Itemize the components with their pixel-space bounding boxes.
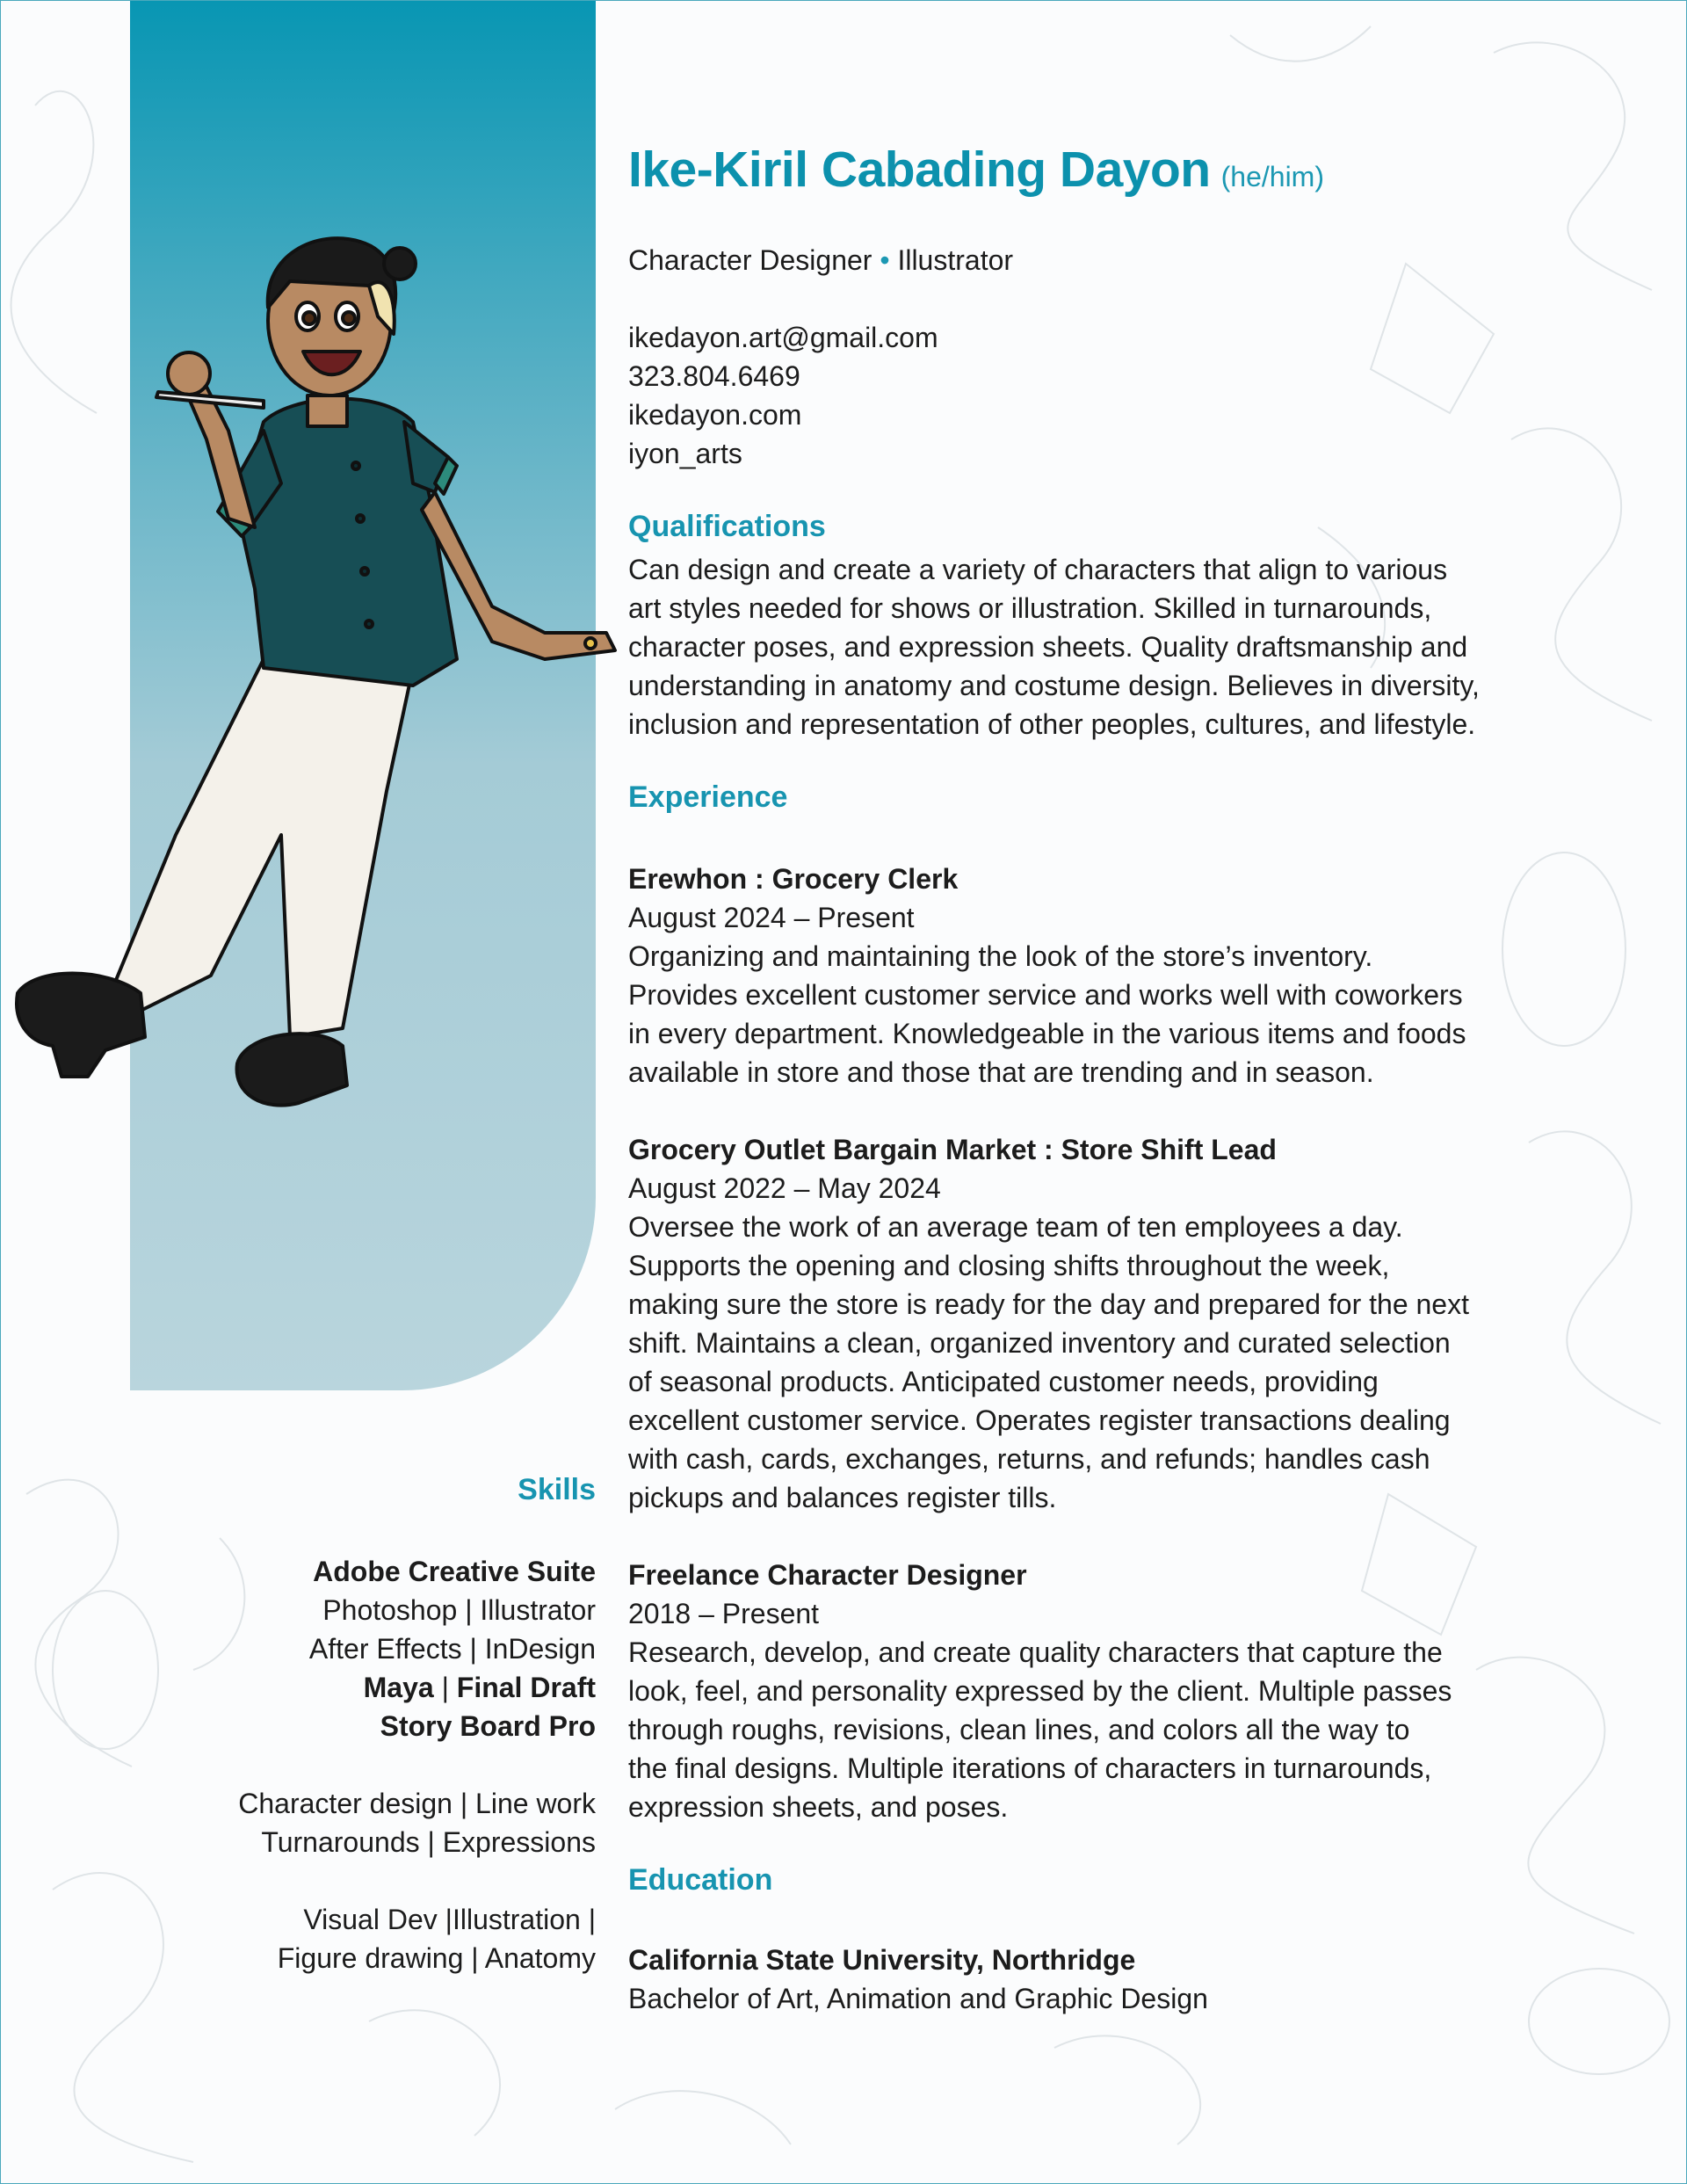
qualifications-line: art styles needed for shows or illustration. Skilled in turnarounds, <box>628 592 1432 624</box>
role-primary: Character Designer <box>628 244 872 276</box>
role-secondary: Illustrator <box>897 244 1014 276</box>
job-dates: August 2022 – May 2024 <box>628 1172 941 1204</box>
qualifications-line: understanding in anatomy and costume design. Believes in diversity, <box>628 670 1480 701</box>
job-line: Research, develop, and create quality characters that capture the <box>628 1636 1443 1668</box>
skills-software-heading: Adobe Creative Suite <box>313 1556 596 1587</box>
job-line: Provides excellent customer service and works well with coworkers <box>628 979 1463 1011</box>
education-title: Education <box>628 1863 773 1897</box>
education-entry <box>628 1941 1208 2018</box>
skills-line: Story Board Pro <box>380 1710 596 1742</box>
contact-email[interactable]: ikedayon.art@gmail.com <box>628 322 938 353</box>
contact-handle[interactable]: iyon_arts <box>628 438 742 469</box>
contact-phone[interactable]: 323.804.6469 <box>628 360 800 392</box>
job-dates: August 2024 – Present <box>628 902 915 933</box>
job-3 <box>628 1556 1452 1826</box>
job-dates: 2018 – Present <box>628 1598 820 1629</box>
job-line: with cash, cards, exchanges, returns, and refunds; handles cash <box>628 1443 1430 1475</box>
job-line: look, feel, and personality expressed by the client. Multiple passes <box>628 1675 1452 1707</box>
job-line: Supports the opening and closing shifts throughout the week, <box>628 1250 1390 1281</box>
qualifications-line: character poses, and expression sheets. Quality draftsmanship and <box>628 631 1468 663</box>
experience-title: Experience <box>628 780 788 814</box>
contact-website[interactable]: ikedayon.com <box>628 399 802 431</box>
job-line: expression sheets, and poses. <box>628 1791 1009 1823</box>
job-1 <box>628 860 1466 1092</box>
job-line: available in store and those that are trending and in season. <box>628 1056 1374 1088</box>
job-line: through roughs, revisions, clean lines, and colors all the way to <box>628 1714 1410 1745</box>
skills-craft <box>238 1784 596 1861</box>
qualifications-text <box>628 550 1480 744</box>
skills-line <box>309 1668 596 1707</box>
pronouns: (he/him) <box>1220 161 1324 192</box>
skill-maya: Maya <box>363 1672 434 1703</box>
skills-software <box>309 1552 596 1745</box>
skills-line: Photoshop | Illustrator <box>322 1594 596 1626</box>
role-separator: • <box>880 244 890 276</box>
job-line: of seasonal products. Anticipated customer needs, providing <box>628 1366 1379 1397</box>
skills-line: Turnarounds | Expressions <box>261 1826 596 1858</box>
skill-separator: | <box>433 1672 457 1703</box>
skill-final-draft: Final Draft <box>456 1672 596 1703</box>
character-illustration <box>0 220 633 1169</box>
skills-line: Visual Dev |Illustration | <box>303 1904 596 1935</box>
job-line: excellent customer service. Operates register transactions dealing <box>628 1404 1451 1436</box>
job-heading: Grocery Outlet Bargain Market : Store Shift Lead <box>628 1134 1277 1165</box>
qualifications-line: Can design and create a variety of characters that align to various <box>628 554 1448 585</box>
education-degree: Bachelor of Art, Animation and Graphic Design <box>628 1983 1208 2014</box>
job-2 <box>628 1130 1469 1517</box>
qualifications-title: Qualifications <box>628 510 826 543</box>
job-line: shift. Maintains a clean, organized inventory and curated selection <box>628 1327 1451 1359</box>
skills-line: Figure drawing | Anatomy <box>277 1942 596 1974</box>
job-line: pickups and balances register tills. <box>628 1482 1057 1513</box>
name-heading <box>628 141 1324 199</box>
job-line: making sure the store is ready for the day and prepared for the next <box>628 1288 1469 1320</box>
skills-line: After Effects | InDesign <box>308 1633 596 1665</box>
job-heading: Freelance Character Designer <box>628 1559 1027 1591</box>
role-line <box>628 241 1013 279</box>
qualifications-line: inclusion and representation of other peoples, cultures, and lifestyle. <box>628 708 1476 740</box>
skills-title: Skills <box>518 1473 596 1506</box>
skills-line: Character design | Line work <box>238 1788 596 1819</box>
skills-other <box>278 1900 596 1977</box>
full-name: Ike-Kiril Cabading Dayon <box>628 141 1211 198</box>
job-line: Oversee the work of an average team of ten employees a day. <box>628 1211 1403 1243</box>
job-line: Organizing and maintaining the look of the store’s inventory. <box>628 940 1373 972</box>
job-heading: Erewhon : Grocery Clerk <box>628 863 959 895</box>
job-line: the final designs. Multiple iterations of characters in turnarounds, <box>628 1752 1432 1784</box>
education-school: California State University, Northridge <box>628 1944 1136 1976</box>
job-line: in every department. Knowledgeable in the various items and foods <box>628 1018 1466 1049</box>
